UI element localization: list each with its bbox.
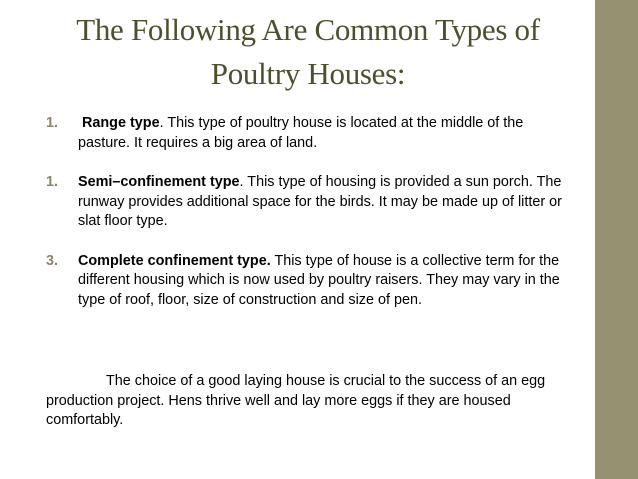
title-line-2: Poultry Houses: [210,56,406,91]
item-description: . This type of housing is provided a sun porch. The runway provides additional space for the birds. It may be made up of litter or slat floor type. [78,174,562,229]
item-number: 1. [46,115,59,131]
side-accent-bar [595,0,638,479]
item-number: 1. [46,174,59,190]
house-types-list [46,114,566,330]
item-description: . This type of poultry house is located at the middle of the pasture. It requires a big area of land. [78,115,524,151]
item-number: 3. [46,252,59,269]
list-item-range-type [46,114,566,153]
item-term: Complete confinement type. [78,252,271,269]
item-term: Semi–confinement type [78,174,240,190]
slide-title [36,8,580,96]
list-item-semi-confinement [46,173,566,232]
closing-text: The choice of a good laying house is crucial to the success of an egg production project. Hens thrive well and lay more eggs if they are housed comfortably. [46,373,546,428]
list-item-complete-confinement [46,252,566,311]
closing-paragraph [46,372,576,431]
title-line-1: The Following Are Common Types of [76,12,540,47]
item-term: Range type [82,115,160,131]
item-description: This type of house is a collective term for the different housing which is now used by poultry raisers. They may vary in the type of roof, floor, size of construction and size of pen. [78,252,560,308]
